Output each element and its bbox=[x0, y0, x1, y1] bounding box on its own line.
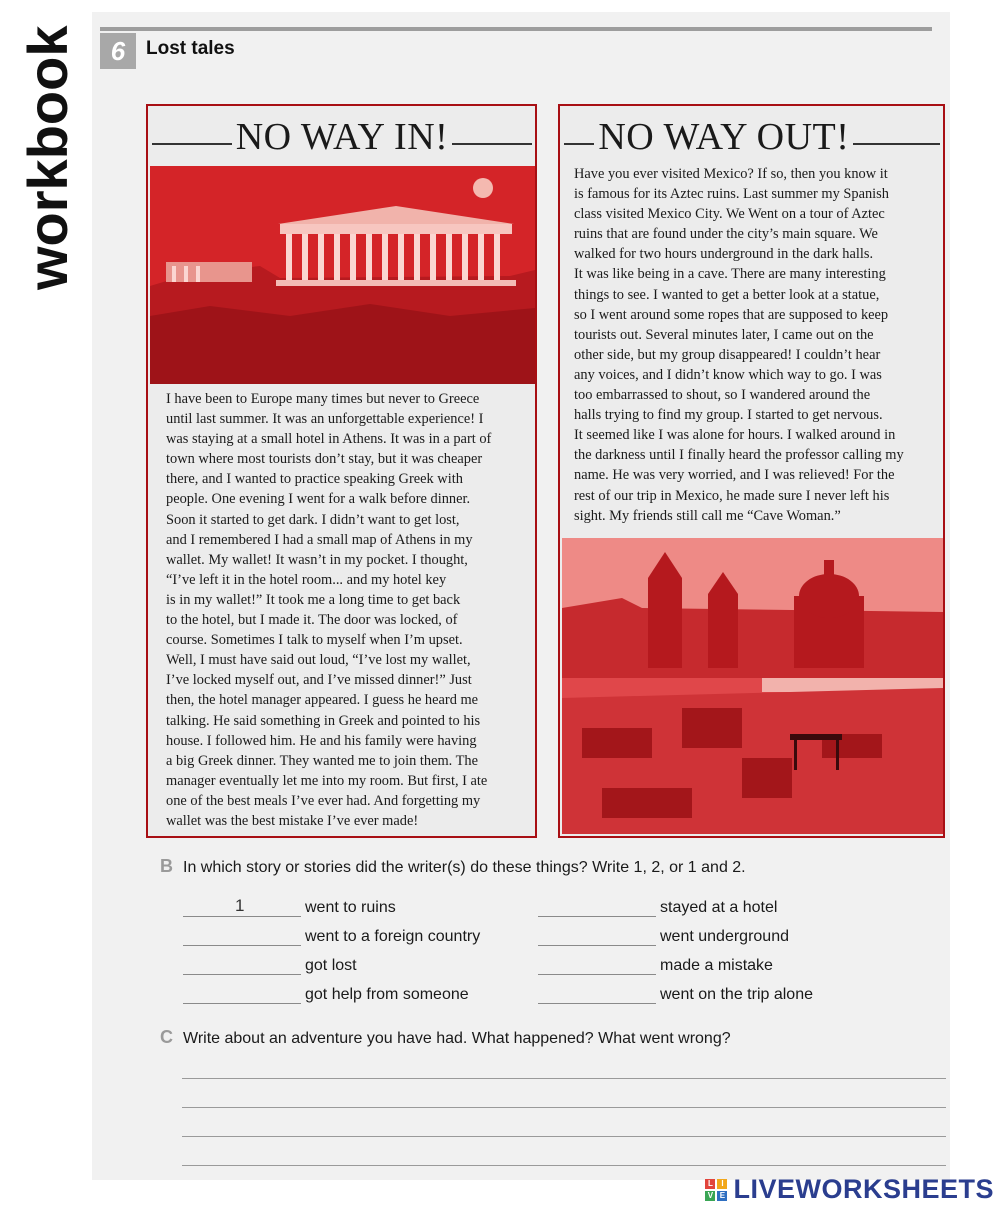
acropolis-illustration bbox=[150, 166, 535, 384]
logo-letter: E bbox=[717, 1191, 727, 1201]
story-line: is in my wallet!” It took me a long time to get back bbox=[166, 591, 461, 608]
exercise-c-label: C bbox=[160, 1027, 173, 1047]
story-line: town where most tourists don’t stay, but it was cheaper bbox=[166, 451, 483, 468]
logo-letter: I bbox=[717, 1179, 727, 1189]
story-line: manager eventually let me into my room. But first, I ate bbox=[166, 772, 488, 789]
item-text: got help from someone bbox=[305, 986, 469, 1003]
exercise-b-left-column bbox=[183, 888, 480, 1004]
story-line: was staying at a small hotel in Athens. It was in a part of bbox=[166, 431, 492, 448]
story-line: ruins that are found under the city’s main square. We bbox=[574, 226, 878, 243]
story-line: It seemed like I was alone for hours. I walked around in bbox=[574, 427, 896, 444]
exercise-b-item bbox=[183, 975, 480, 1004]
story-line: other side, but my group disappeared! I couldn’t hear bbox=[574, 346, 881, 363]
story-line: to the hotel, but I made it. The door was locked, of bbox=[166, 612, 458, 629]
story-line: there, and I wanted to practice speaking Greek with bbox=[166, 471, 463, 488]
title-rule bbox=[853, 143, 940, 145]
item-text: went underground bbox=[660, 928, 789, 945]
story-line: wallet was the best mistake I’ve ever made! bbox=[166, 812, 419, 829]
exercise-b-item bbox=[538, 888, 813, 917]
story-line: I have been to Europe many times but never to Greece bbox=[166, 391, 480, 407]
item-text: stayed at a hotel bbox=[660, 899, 778, 916]
logo-letter: V bbox=[705, 1191, 715, 1201]
story-line: Well, I must have said out loud, “I’ve lost my wallet, bbox=[166, 652, 471, 669]
top-rule bbox=[100, 27, 932, 31]
answer-blank[interactable] bbox=[538, 896, 656, 917]
story-line: one of the best meals I’ve ever had. And forgetting my bbox=[166, 792, 481, 809]
side-label: workbook bbox=[16, 25, 79, 290]
logo-letter: L bbox=[705, 1179, 715, 1189]
story-1-title-row bbox=[152, 114, 532, 160]
exercise-c-instruction: Write about an adventure you have had. What happened? What went wrong? bbox=[183, 1030, 731, 1047]
story-1-title: NO WAY IN! bbox=[235, 116, 449, 158]
story-line: It was like being in a cave. There are many interesting bbox=[574, 266, 886, 283]
unit-title: Lost tales bbox=[146, 38, 235, 59]
story-line: then, the hotel manager appeared. I guess he heard me bbox=[166, 692, 479, 709]
title-rule bbox=[452, 143, 532, 145]
exercise-b-item bbox=[183, 946, 480, 975]
writing-line[interactable] bbox=[182, 1107, 946, 1108]
story-line: is famous for its Aztec ruins. Last summer my Spanish bbox=[574, 186, 889, 203]
acropolis-photo bbox=[150, 166, 535, 384]
answer-blank[interactable] bbox=[183, 954, 301, 975]
story-line: talking. He said something in Greek and pointed to his bbox=[166, 712, 481, 729]
title-rule bbox=[152, 143, 232, 145]
story-line: the darkness until I finally heard the professor calling my bbox=[574, 447, 904, 464]
item-text: made a mistake bbox=[660, 957, 773, 974]
story-line: any voices, and I didn’t know which way to go. I was bbox=[574, 366, 882, 383]
story-2-title-row bbox=[564, 114, 940, 160]
story-line: name. He was very worried, and I was relieved! For the bbox=[574, 467, 895, 484]
story-line: rest of our trip in Mexico, he made sure I never left his bbox=[574, 487, 890, 504]
story-line: until last summer. It was an unforgettable experience! I bbox=[166, 411, 484, 428]
story-1-panel bbox=[146, 104, 537, 838]
story-line: I’ve locked myself out, and I’ve missed dinner!” Just bbox=[166, 672, 472, 689]
exercise-b-item bbox=[538, 975, 813, 1004]
item-text: went to a foreign country bbox=[305, 928, 481, 945]
exercise-b-instruction: In which story or stories did the writer(s) do these things? Write 1, 2, or 1 and 2. bbox=[183, 859, 746, 876]
story-line: wallet. My wallet! It wasn’t in my pocket. I thought, bbox=[166, 551, 468, 568]
story-line: halls trying to find my group. I started to get nervous. bbox=[574, 407, 883, 424]
answer-blank[interactable] bbox=[183, 896, 301, 917]
item-text: got lost bbox=[305, 957, 357, 974]
title-rule bbox=[564, 143, 594, 145]
story-1-text bbox=[166, 389, 532, 831]
mexico-city-photo bbox=[562, 538, 943, 834]
story-line: sight. My friends still call me “Cave Woman.” bbox=[574, 507, 841, 524]
story-line: Soon it started to get dark. I didn’t want to get lost, bbox=[166, 511, 460, 528]
liveworksheets-brand bbox=[705, 1174, 994, 1205]
story-line: people. One evening I went for a walk before dinner. bbox=[166, 491, 471, 508]
answer-blank[interactable] bbox=[538, 925, 656, 946]
story-2-text bbox=[574, 164, 944, 526]
answer-blank[interactable] bbox=[183, 925, 301, 946]
story-line: a big Greek dinner. They wanted me to join them. The bbox=[166, 752, 478, 769]
story-line: class visited Mexico City. We Went on a tour of Aztec bbox=[574, 206, 885, 223]
writing-line[interactable] bbox=[182, 1165, 946, 1166]
liveworksheets-logo-icon bbox=[705, 1179, 727, 1201]
story-line: so I went around some ropes that are supposed to keep bbox=[574, 306, 889, 323]
answer-value: 1 bbox=[235, 896, 245, 915]
story-line: tourists out. Several minutes later, I came out on the bbox=[574, 326, 874, 343]
exercise-b-item bbox=[183, 888, 480, 917]
moon-icon bbox=[473, 178, 493, 198]
unit-number-badge: 6 bbox=[100, 33, 136, 69]
story-line: house. I followed him. He and his family were having bbox=[166, 732, 477, 749]
exercise-b-label: B bbox=[160, 856, 173, 876]
story-line: course. Sometimes I talk to myself when I’m upset. bbox=[166, 632, 463, 649]
answer-blank[interactable] bbox=[183, 983, 301, 1004]
writing-line[interactable] bbox=[182, 1136, 946, 1137]
story-line: “I’ve left it in the hotel room... and my hotel key bbox=[166, 571, 447, 588]
story-line: too embarrassed to shout, so I wandered around the bbox=[574, 387, 871, 404]
story-line: Have you ever visited Mexico? If so, then you know it bbox=[574, 166, 888, 182]
story-line: things to see. I wanted to get a better look at a statue, bbox=[574, 286, 880, 303]
story-2-title: NO WAY OUT! bbox=[598, 116, 850, 158]
story-line: and I remembered I had a small map of Athens in my bbox=[166, 531, 473, 548]
brand-name: LIVEWORKSHEETS bbox=[733, 1174, 994, 1204]
story-2-panel bbox=[558, 104, 945, 838]
exercise-b-right-column bbox=[538, 888, 813, 1004]
answer-blank[interactable] bbox=[538, 954, 656, 975]
answer-blank[interactable] bbox=[538, 983, 656, 1004]
writing-line[interactable] bbox=[182, 1078, 946, 1079]
exercise-b-item bbox=[538, 917, 813, 946]
story-line: walked for two hours underground in the dark halls. bbox=[574, 246, 874, 263]
item-text: went to ruins bbox=[305, 899, 396, 916]
exercise-b-item bbox=[183, 917, 480, 946]
item-text: went on the trip alone bbox=[660, 986, 813, 1003]
cathedral-ruins-illustration bbox=[562, 538, 943, 834]
exercise-b-item bbox=[538, 946, 813, 975]
